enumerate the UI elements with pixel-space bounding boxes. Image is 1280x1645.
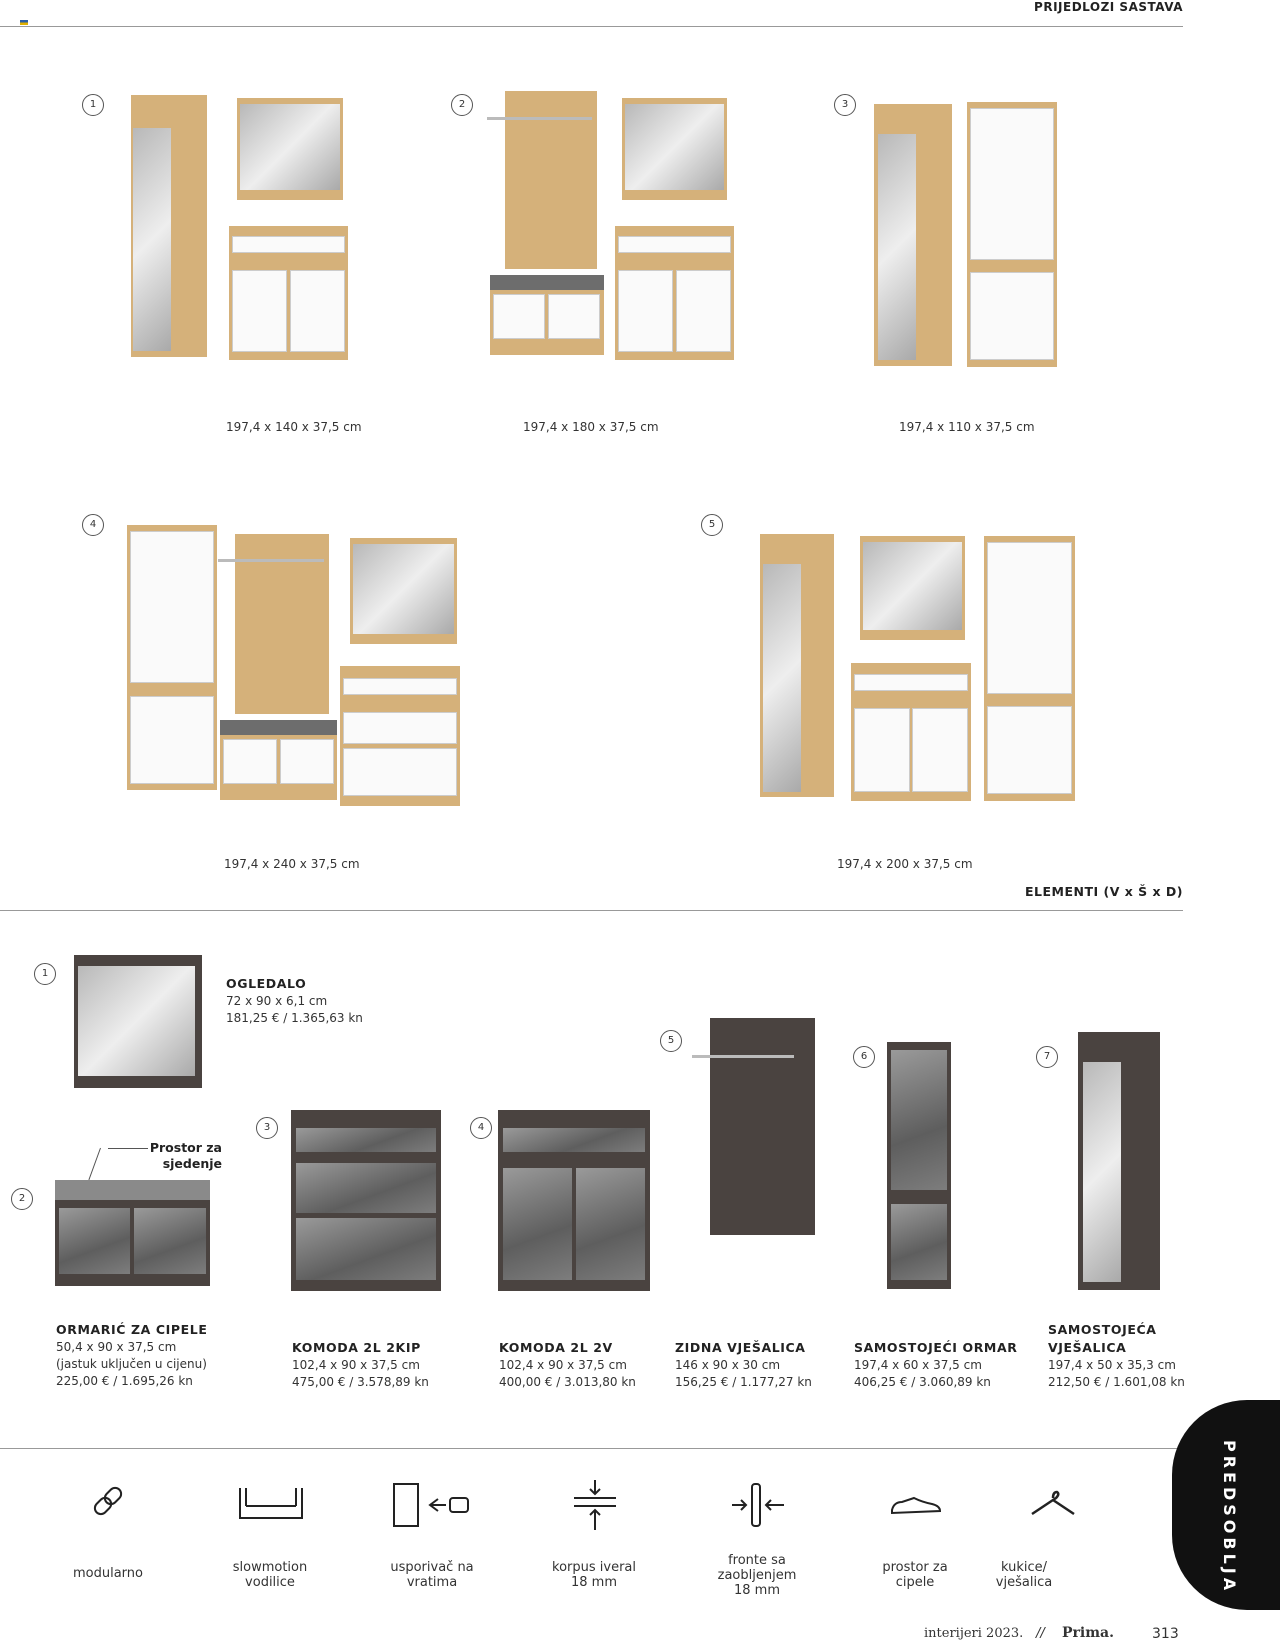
item-dims: 102,4 x 90 x 37,5 cm	[499, 1358, 627, 1372]
door	[618, 270, 673, 352]
feature-shoe-storage: prostor za cipele	[882, 1560, 948, 1590]
seat-callout	[148, 1140, 222, 1172]
hanger-icon	[1028, 1488, 1078, 1518]
drawer	[232, 236, 345, 253]
flap	[343, 712, 457, 744]
callout-leader	[88, 1148, 101, 1180]
door	[912, 708, 968, 792]
item-dims: 72 x 90 x 6,1 cm	[226, 994, 328, 1008]
wardrobe-door-lower	[891, 1204, 947, 1280]
item-tag-4	[499, 1339, 636, 1391]
wardrobe-door-lower	[970, 272, 1054, 360]
page-number: 313	[1152, 1626, 1179, 1642]
item-note: (jastuk uključen u cijenu)	[56, 1357, 207, 1371]
item-dims: 102,4 x 90 x 37,5 cm	[292, 1358, 420, 1372]
item-name: SAMOSTOJEĆI ORMAR	[854, 1340, 1018, 1355]
wardrobe-door-upper	[987, 542, 1072, 694]
mirror-panel	[1083, 1062, 1121, 1282]
item-dims: 197,4 x 50 x 35,3 cm	[1048, 1358, 1176, 1372]
footer-brand: Prima.	[1062, 1625, 1114, 1641]
item-price: 475,00 € / 3.578,89 kn	[292, 1375, 429, 1389]
item-name: ZIDNA VJEŠALICA	[675, 1340, 806, 1355]
set-number: 3	[834, 94, 856, 116]
feature-slowmotion: slowmotion vodilice	[232, 1560, 308, 1590]
features-rule	[0, 1448, 1183, 1449]
item-price: 212,50 € / 1.601,08 kn	[1048, 1375, 1185, 1389]
feature-board-thickness: korpus iveral 18 mm	[552, 1560, 636, 1590]
mirror-product	[78, 966, 195, 1076]
seat-cushion	[55, 1180, 210, 1200]
item-dims: 50,4 x 90 x 37,5 cm	[56, 1340, 177, 1354]
set-number: 4	[82, 514, 104, 536]
item-price: 225,00 € / 1.695,26 kn	[56, 1374, 193, 1388]
item-tag-6	[854, 1339, 1017, 1391]
wardrobe-door-lower	[987, 706, 1072, 794]
item-tag-7	[1048, 1321, 1185, 1391]
set-number: 5	[701, 514, 723, 536]
drawer-front	[503, 1128, 645, 1152]
seat-callout-line1: Prostor za	[149, 1140, 222, 1155]
drawer	[280, 739, 334, 784]
set-dimensions: 197,4 x 140 x 37,5 cm	[226, 420, 362, 434]
rounded-front-icon	[728, 1480, 788, 1530]
item-number: 4	[470, 1117, 492, 1139]
drawer-front	[134, 1208, 206, 1274]
drawer-icon	[236, 1484, 306, 1524]
item-number: 6	[853, 1046, 875, 1068]
item-name: ORMARIĆ ZA CIPELE	[56, 1322, 208, 1337]
item-name: VJEŠALICA	[1048, 1340, 1127, 1355]
elements-heading: ELEMENTI (V x Š x D)	[1024, 884, 1183, 899]
item-number: 3	[256, 1117, 278, 1139]
mirror	[240, 104, 340, 190]
door	[854, 708, 910, 792]
item-dims: 146 x 90 x 30 cm	[675, 1358, 781, 1372]
item-number: 5	[660, 1030, 682, 1052]
feature-rounded-fronts: fronte sa zaobljenjem 18 mm	[717, 1553, 797, 1598]
drawer	[618, 236, 731, 253]
wardrobe-door-upper	[891, 1050, 947, 1190]
item-number: 7	[1036, 1046, 1058, 1068]
drawer-front	[59, 1208, 130, 1274]
item-name: KOMODA 2L 2V	[499, 1340, 613, 1355]
thickness-icon	[570, 1476, 620, 1536]
item-price: 181,25 € / 1.365,63 kn	[226, 1011, 363, 1025]
mirror-panel	[878, 134, 916, 360]
set-dimensions: 197,4 x 200 x 37,5 cm	[837, 857, 973, 871]
header-marker	[20, 20, 28, 25]
wall-rack-product	[710, 1018, 815, 1235]
footer-separator: //	[1036, 1626, 1045, 1641]
section-tab-label: PREDSOBLJA	[1220, 1440, 1239, 1595]
wardrobe-door-upper	[130, 531, 214, 683]
item-price: 156,25 € / 1.177,27 kn	[675, 1375, 812, 1389]
door-front	[503, 1168, 572, 1280]
drawer	[548, 294, 600, 339]
seat-cushion	[490, 275, 604, 290]
set-dimensions: 197,4 x 240 x 37,5 cm	[224, 857, 360, 871]
door	[232, 270, 287, 352]
feature-modular: modularno	[73, 1566, 143, 1581]
hanger-rail	[692, 1055, 794, 1058]
section-rule	[0, 910, 1183, 911]
drawer-front	[296, 1128, 436, 1152]
item-tag-1	[226, 975, 363, 1027]
seat-cushion	[220, 720, 337, 735]
set-number: 1	[82, 94, 104, 116]
flap-front	[296, 1163, 436, 1213]
item-dims: 197,4 x 60 x 37,5 cm	[854, 1358, 982, 1372]
drawer	[854, 674, 968, 691]
item-name: OGLEDALO	[226, 976, 307, 991]
header-rule	[0, 26, 1183, 27]
seat-callout-line2: sjedenje	[162, 1156, 222, 1171]
set-dimensions: 197,4 x 180 x 37,5 cm	[523, 420, 659, 434]
feature-hooks: kukice/ vješalica	[995, 1560, 1053, 1590]
drawer	[493, 294, 545, 339]
set-dimensions: 197,4 x 110 x 37,5 cm	[899, 420, 1035, 434]
item-name: KOMODA 2L 2KIP	[292, 1340, 421, 1355]
mirror	[353, 544, 454, 634]
hanger-rail	[487, 117, 592, 120]
mirror-panel	[133, 128, 171, 351]
item-price: 400,00 € / 3.013,80 kn	[499, 1375, 636, 1389]
shoe-icon	[888, 1494, 944, 1518]
item-tag-3	[292, 1339, 429, 1391]
item-name-line1: SAMOSTOJEĆA	[1048, 1322, 1157, 1337]
mirror	[625, 104, 724, 190]
hanger-rail	[218, 559, 324, 562]
mirror	[863, 542, 962, 630]
footer-magazine: interijeri 2023.	[924, 1626, 1024, 1641]
flap	[343, 748, 457, 796]
wardrobe-door-lower	[130, 696, 214, 784]
item-price: 406,25 € / 3.060,89 kn	[854, 1375, 991, 1389]
item-tag-2	[56, 1321, 207, 1390]
flap-front	[296, 1218, 436, 1280]
page-header-title: PRIJEDLOZI SASTAVA	[1034, 0, 1183, 14]
drawer	[223, 739, 277, 784]
feature-door-damper: usporivač na vratima	[390, 1560, 474, 1590]
item-number: 2	[11, 1188, 33, 1210]
door-front	[576, 1168, 645, 1280]
door-damper-icon	[390, 1480, 480, 1530]
wardrobe-door-upper	[970, 108, 1054, 260]
drawer	[343, 678, 457, 695]
link-icon	[88, 1482, 128, 1522]
set-number: 2	[451, 94, 473, 116]
callout-line	[108, 1148, 148, 1149]
item-number: 1	[34, 963, 56, 985]
door	[676, 270, 731, 352]
item-tag-5	[675, 1339, 812, 1391]
door	[290, 270, 345, 352]
mirror-panel	[763, 564, 801, 792]
